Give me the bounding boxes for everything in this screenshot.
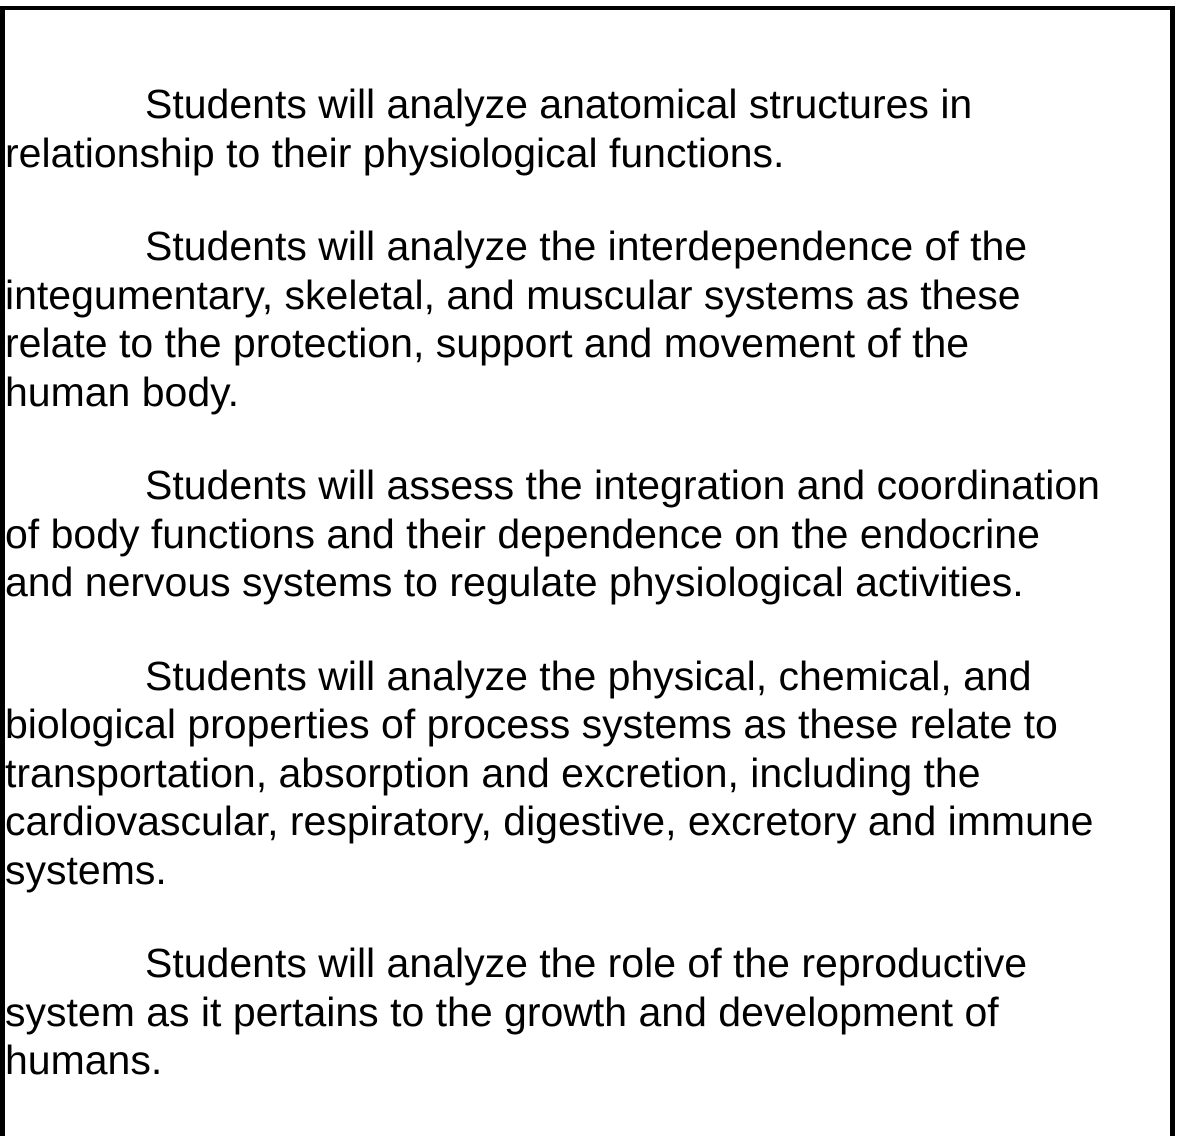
standard-line: transportation, absorption and excretion, including the bbox=[5, 749, 981, 796]
standard-paragraph-2 bbox=[5, 222, 1170, 416]
standard-line: and nervous systems to regulate physiological activities. bbox=[5, 559, 1024, 605]
standard-line: humans. bbox=[5, 1037, 163, 1083]
standards-list bbox=[5, 80, 1170, 1130]
standard-line: integumentary, skeletal, and muscular systems as these bbox=[5, 271, 1021, 318]
standard-line: relationship to their physiological functions. bbox=[5, 129, 785, 176]
standard-paragraph-4 bbox=[5, 652, 1170, 895]
standard-line: Students will analyze the role of the reproductive bbox=[145, 940, 1028, 986]
standard-line: relate to the protection, support and movement of the bbox=[5, 320, 970, 366]
standard-paragraph-3 bbox=[5, 461, 1170, 607]
standard-paragraph-1 bbox=[5, 80, 1170, 177]
standard-line: systems. bbox=[5, 846, 167, 893]
standard-line: of body functions and their dependence on the endocrine bbox=[5, 510, 1040, 557]
standard-line: Students will assess the integration and coordination bbox=[145, 462, 1100, 508]
standard-line: biological properties of process systems as these relate to bbox=[5, 701, 1058, 747]
standard-line: cardiovascular, respiratory, digestive, excretory and immune bbox=[5, 798, 1094, 844]
standard-line: Students will analyze anatomical structures in bbox=[145, 81, 973, 127]
standard-paragraph-5 bbox=[5, 939, 1170, 1085]
standard-line: Students will analyze the physical, chemical, and bbox=[145, 652, 1032, 699]
standard-line: system as it pertains to the growth and development of bbox=[5, 988, 999, 1035]
standard-line: Students will analyze the interdependence of the bbox=[145, 223, 1028, 269]
standard-line: human body. bbox=[5, 368, 240, 415]
